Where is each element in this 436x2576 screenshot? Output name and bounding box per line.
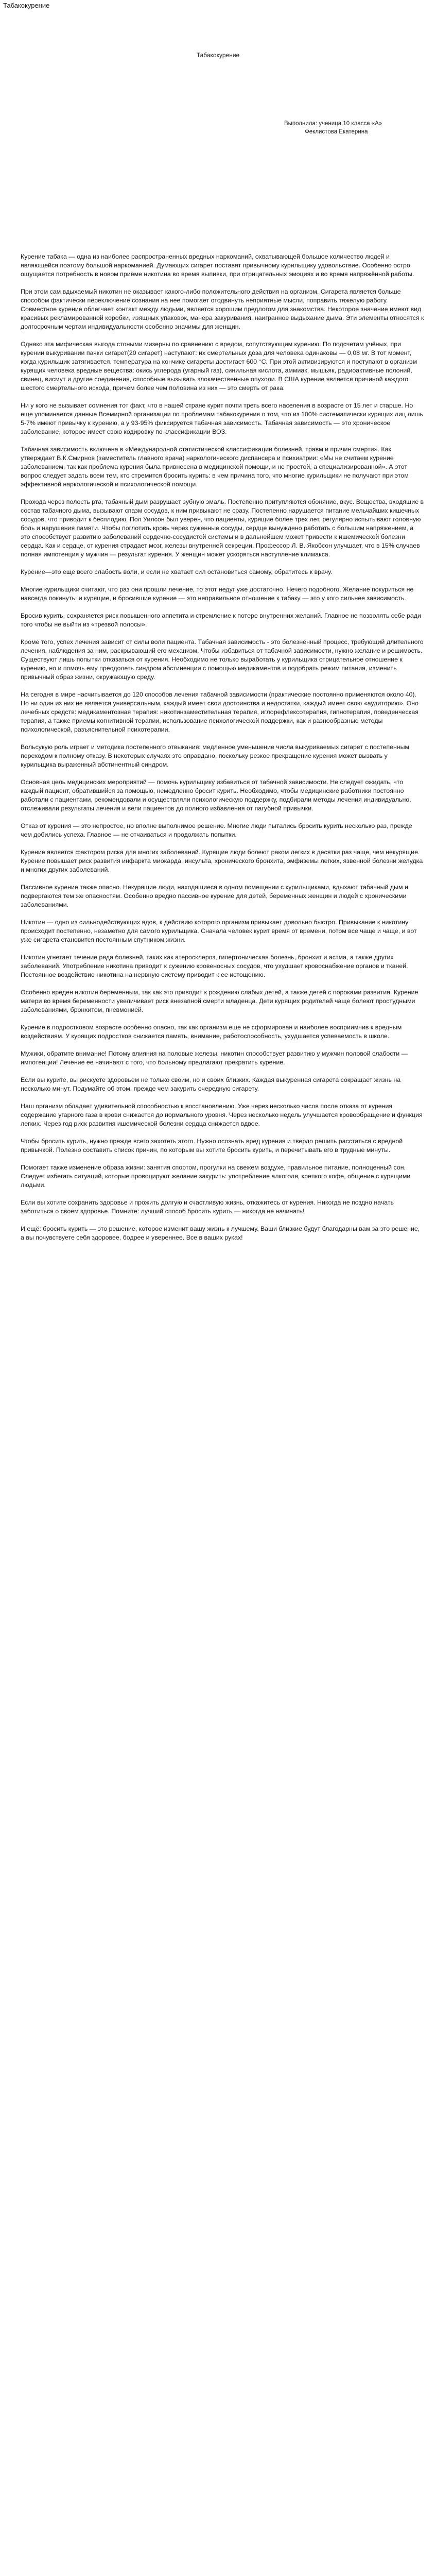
paragraph: Кроме того, успех лечения зависит от силы воли пациента. Табачная зависимость - это болезненный процесс, требующий длительного лечения, наблюдения за ним, раскрывающий его механизм. Чтобы избавиться от табачной зависимости, нужно желание и решимость. Существуют лишь попытки отказаться от курения. Необходимо не только выработать у курильщика отрицательное отношение к курению, но и помочь ему преодолеть синдром абстиненции с помощью медикаментов и подобрать режим питания, изменить привычный образ жизни, окружающую среду. <box>21 638 424 681</box>
paragraph: Мужики, обратите внимание! Потому влияния на половые железы, никотин способствует развитию у мужчин половой слабости — импотенции! Лечение ее начинают с того, что больному предлагают прекратить курение. <box>21 1050 408 1066</box>
author-line-1: Выполнила: ученица 10 класса «А» <box>284 121 382 127</box>
paragraph: Курение в подростковом возрасте особенно опасно, так как организм еще не сформирован и наиболее восприимчив к вредным воздействиям. У курящих подростков снижается память, внимание, работоспособность, ухудшается успеваемость в школе. <box>21 1024 402 1040</box>
paragraph: Курение табака — одна из наиболее распространенных вредных наркоманий, охватывающей большое количество людей и являющейся поэтому большой наркоманией. Думающих сигарет поставят привычному курильщику удовольствие. Особенно остро ощущается потребность в новом приёме никотина во время выпивки, при отрицательных эмоциях и во время напряжённой работы. <box>21 253 414 278</box>
paragraph: Пассивное курение также опасно. Некурящие люди, находящиеся в одном помещении с курильщиками, вдыхают табачный дым и подвергаются тем же опасностям. Особенно вредно пассивное курение для детей, беременных женщин и людей с хроническими заболеваниями. <box>21 884 408 908</box>
paragraph: На сегодня в мире насчитывается до 120 способов лечения табачной зависимости (практические постоянно применяются около 40). Но ни один из них не является универсальным, каждый имеет свои достоинства и недостатки, каждый имеет свою «аудиторию». Оно лечебных средств: медикаментозная терапия: никотинзаместительная терапия, иглорефлексотерапия, гипнотерапия, поведенческая терапия, а также приемы когнитивной терапии, использование психологической поддержки, как и разнообразные методы психологической, разъяснительной психотерапии. <box>21 691 418 733</box>
paragraph: Отказ от курения — это непростое, но вполне выполнимое решение. Многие люди пытались бросить курить несколько раз, прежде чем добились успеха. Главное — не отчаиваться и продолжать попытки. <box>21 822 412 838</box>
paragraph: Никотин — одно из сильнодействующих ядов, к действию которого организм привыкает довольно быстро. Привыкание к никотину происходит постепенно, незаметно для самого курильщика. Сначала человек курит время от времени, потом все чаще и чаще, и вот уже сигарета становится постоянным спутником жизни. <box>21 919 417 943</box>
paragraph: Наш организм обладает удивительной способностью к восстановлению. Уже через несколько часов после отказа от курения содержание угарного газа в крови снижается до нормального уровня. Через несколько недель улучшается кровообращение и функция легких. Через год риск развития ишемической болезни сердца снижается вдвое. <box>21 1103 423 1127</box>
paragraph: Если вы курите, вы рискуете здоровьем не только своим, но и своих близких. Каждая выкуренная сигарета сокращает жизнь на несколько минут. Подумайте об этом, прежде чем закурить очередную сигарету. <box>21 1076 401 1092</box>
paragraph: Основная цель медицинских мероприятий — помочь курильщику избавиться от табачной зависимости. Не следует ожидать, что каждый пациент, обратившийся за помощью, немедленно бросит курить. Необходимо, чтобы медицинские работники постоянно работали с пациентами, рекомендовали и осуществляли психологическую поддержку, подбирали методы лечения индивидуально, отслеживали результаты лечения и вели пациентов до полного избавления от пагубной привычки. <box>21 778 411 812</box>
page-heading: Табакокурение <box>196 52 240 59</box>
paragraph: Бросив курить, сохраняется риск повышенного аппетита и стремление к потере внутренних желаний. Главное не позволять себе ради того чтобы не выйти из «трезвой полосы». <box>21 612 421 628</box>
paragraph: Особенно вреден никотин беременным, так как это приводит к рождению слабых детей, а также детей с пороками развития. Курение матери во время беременности увеличивает риск внезапной смерти младенца. Дети курящих родителей чаще болеют простудными заболеваниями, бронхитом, пневмонией. <box>21 989 418 1013</box>
paragraph: Табачная зависимость включена в «Международной статистической классификации болезней, травм и причин смерти». Как утверждает В.К.Смирнов (заместитель главного врача) наркологического диспансера и психиатрии: «Мы не считаем курение заболеванием, так как проблема курения была привнесена в медицинской помощи, и не простой, а специализированной». А этот вопрос следует задать всем тем, кто стремится бросить курить: в чем причина того, что многие курильщики не получают при этом эффективной наркологической и психологической помощи. <box>21 446 409 488</box>
document-body <box>21 252 425 1251</box>
paragraph: Чтобы бросить курить, нужно прежде всего захотеть этого. Нужно осознать вред курения и твердо решить расстаться с вредной привычкой. Полезно составить список причин, по которым вы хотите бросить курить, и перечитывать его в трудные минуты. <box>21 1138 403 1154</box>
paragraph: Прохода через полость рта, табачный дым разрушает зубную эмаль. Постепенно притупляются обоняние, вкус. Вещества, входящие в состав табачного дыма, вызывают спазм сосудов, к ним привыкают не сразу. Постепенно нарушается питание мельчайших кишечных сосудов, что приводит к бесплодию. Пол Уилсон был уверен, что пациенты, курящие более трех лет, регулярно испытывают головную боль и нарушения памяти. Чтобы поглотить кровь через суженные сосуды, сердце вынуждено работать с большим напряжением, а это способствует развитию заболеваний сердечно-сосудистой системы и в дальнейшем может привести к ишемической болезни сердца. Как и сердце, от курения страдает мозг, железы внутренней секреции. Профессор Л. В. Якобсон улучшает, что в 15% случаев полная импотенция у мужчин — результат курения. У женщин может ускоряться наступление климакса. <box>21 498 424 558</box>
author-block <box>284 120 382 136</box>
paragraph: При этом сам вдыхаемый никотин не оказывает какого-либо положительного действия на организм. Сигарета является больше способом фактически переключение сознания на нее помогает отодвинуть неприятные мысли, поправить тяжелую работу. Совместное курение облегчает контакт между людьми, является хорошим предлогом для знакомства. Некоторое значение имеют вид красивых рекламированной коробки, изящных упаковок, манера закуривания, наигранное выдыхание дыма. Эти элементы относятся к долгосрочным чертам индивидуальности особенно значимы для женщин. <box>21 288 424 330</box>
paragraph: Однако эта мифическая выгода стоными мизерны по сравнению с вредом, сопутствующим курению. По подсчетам учёных, при курении выкуривании пачки сигарет(20 сигарет) наступают: их смертельных доза для человека одинаковы — 0,08 мг. В тот момент, когда курильщик затягивается, температура на кончике сигареты достигает 600 °С. При этой активизируются и поступают в организм курящих человека вредные вещества: окись углерода (угарный газ), синильная кислота, аммиак, мышьяк, радиоактивные полоний, свинец, висмут и другие соединения, способные вызывать злокачественные опухоли. В США курение является причиной каждого шестого смертельного исхода, причем более чем половина из них — это смерть от рака. <box>21 341 417 392</box>
paragraph: Ни у кого не вызывает сомнения тот факт, что в нашей стране курит почти треть всего населения в возрасте от 15 лет и старше. Но еще упоминается данные Всемирной организации по проблемам табакокурения о том, что из 100% систематически курящих лиц лишь 5-7% имеют привычку к курению, а у 93-95% фиксируется табачная зависимость. Табачная зависимость — это хроническое заболевание, которое имеет свою кодировку по классификации ВОЗ. <box>21 402 424 435</box>
document-title: Табакокурение <box>3 2 50 9</box>
paragraph: Если вы хотите сохранить здоровье и прожить долгую и счастливую жизнь, откажитесь от курения. Никогда не поздно начать заботиться о своем здоровье. Помните: лучший способ бросить курить — никогда не начинать! <box>21 1199 394 1215</box>
author-line-2: Феклистова Екатерина <box>305 129 368 135</box>
paragraph: Помогает также изменение образа жизни: занятия спортом, прогулки на свежем воздухе, правильное питание, полноценный сон. Следует избегать ситуаций, которые провоцируют желание закурить: употребление алкоголя, крепкого кофе, общение с курящими людьми. <box>21 1164 411 1189</box>
paragraph: Вольсукую роль играет и методика постепенного отвыкания: медленное уменьшение числа выкуриваемых сигарет с постепенным переходом к полному отказу. В некоторых случаях это оправдано, поскольку резкое прекращение курения может вызвать у курильщика выраженный абстинентный синдром. <box>21 743 410 768</box>
paragraph: И ещё: бросить курить — это решение, которое изменит вашу жизнь к лучшему. Ваши близкие будут благодарны вам за это решение, а вы почувствуете себя здоровее, бодрее и увереннее. Все в ваших руках! <box>21 1225 420 1241</box>
paragraph: Курение—это еще всего слабость воли, и если не хватает сил остановиться самому, обратитесь к врачу. <box>21 568 333 575</box>
paragraph: Никотин угнетает течение ряда болезней, таких как атеросклероз, гипертоническая болезнь, бронхит и астма, а также других заболеваний. Употребление никотина приводит к сужению кровеносных сосудов, что ухудшает кровоснабжение органов и тканей. Постоянное воздействие никотина на нервную систему приводит к ее истощению. <box>21 954 408 978</box>
paragraph: Многие курильщики считают, что раз они прошли лечение, то этот недуг уже достаточно. Нечего подобного. Желание покуриться не навсегда покинуть: и курящие, и бросившие курение — это неправильное отношение к табаку — это у кого сильнее зависимость. <box>21 586 414 602</box>
paragraph: Курение является фактором риска для многих заболеваний. Курящие люди болеют раком легких в десятки раз чаще, чем некурящие. Курение повышает риск развития инфаркта миокарда, инсульта, хронического бронхита, эмфиземы легких, язвенной болезни желудка и многих других заболеваний. <box>21 849 423 873</box>
